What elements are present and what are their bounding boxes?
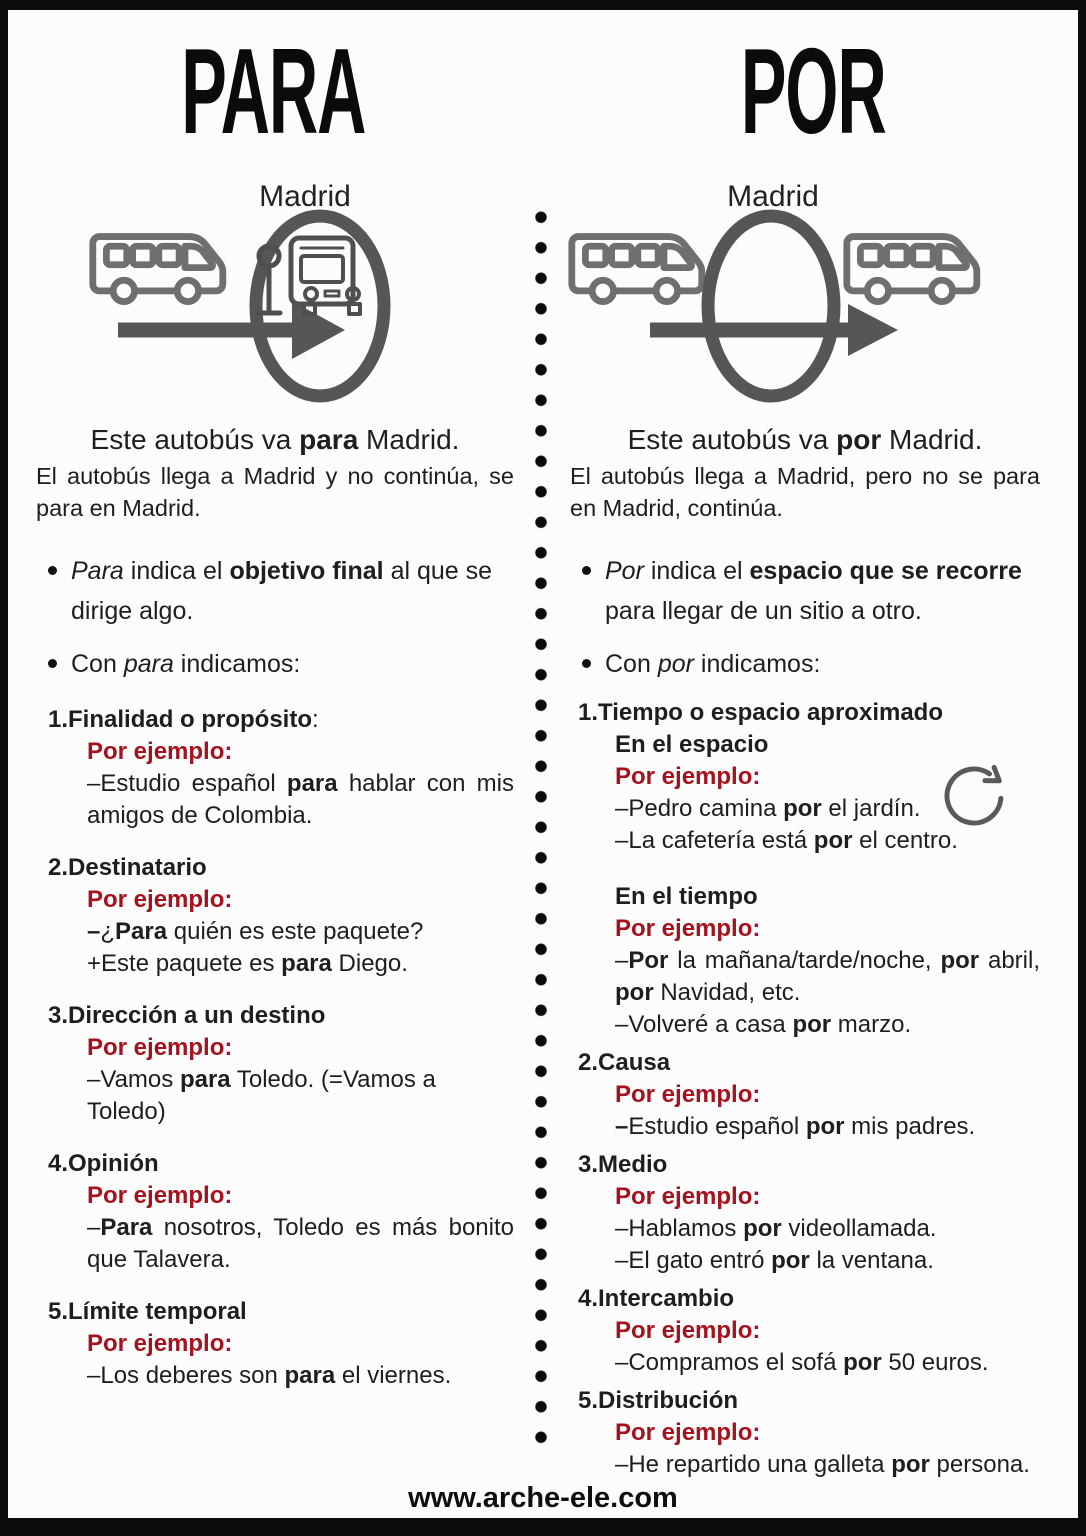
por-illustration [546, 168, 1078, 413]
example-line: –Estudio español para hablar con mis amigos de Colombia. [87, 770, 514, 829]
pass-through-circle [708, 216, 834, 396]
section-title: 4.Intercambio [578, 1285, 735, 1312]
section-body [36, 1180, 514, 1276]
website-url: www.arche-ele.com [408, 1482, 678, 1514]
example-label: Por ejemplo: [615, 1081, 761, 1108]
section-causa [570, 1047, 1040, 1143]
bus-stop-icon [258, 238, 360, 314]
section-title: 2.Causa [578, 1049, 671, 1076]
bus-side-icon [93, 237, 223, 302]
example-label: Por ejemplo: [87, 1034, 233, 1061]
example-line: –Por la mañana/tarde/noche, por abril, por Navidad, etc. [615, 947, 1040, 1006]
example-line: –Volveré a casa por marzo. [615, 1011, 912, 1038]
section-destinatario [36, 852, 514, 980]
section-title: 4.Opinión [48, 1150, 159, 1177]
madrid-label-right: Madrid [727, 180, 819, 213]
example-line: –¿Para quién es este paquete? [87, 918, 424, 945]
bullet-text: Con para indicamos: [71, 650, 301, 678]
section-medio [570, 1149, 1040, 1277]
example-label: Por ejemplo: [615, 763, 761, 790]
example-line: –Estudio español por mis padres. [615, 1113, 976, 1140]
example-label: Por ejemplo: [615, 1419, 761, 1446]
bullet-dot-icon [582, 659, 591, 668]
section-body [36, 1328, 514, 1392]
section-intercambio [570, 1283, 1040, 1379]
example-line: –La cafetería está por el centro. [615, 827, 958, 854]
section-distribucion [570, 1385, 1040, 1481]
example-label: Por ejemplo: [615, 1183, 761, 1210]
dotted-divider [534, 202, 548, 1450]
example-label: Por ejemplo: [87, 1330, 233, 1357]
section-title: 3.Dirección a un destino [48, 1002, 326, 1029]
example-line: –Los deberes son para el viernes. [87, 1362, 452, 1389]
bullet-item [36, 644, 514, 684]
example-line: –Compramos el sofá por 50 euros. [615, 1349, 989, 1376]
bullet-item [36, 551, 514, 631]
section-title: 3.Medio [578, 1151, 668, 1178]
bullet-dot-icon [582, 566, 591, 575]
bullet-item [570, 644, 1040, 684]
bullet-text: Por indica el espacio que se recorre para llegar de un sitio a otro. [605, 557, 1022, 625]
section-title: 5.Distribución [578, 1387, 739, 1414]
bullet-item [570, 551, 1040, 631]
title-para [8, 23, 538, 159]
section-tiempo-espacio [570, 697, 1040, 1041]
section-body [36, 884, 514, 980]
por-bullet-list [570, 551, 1040, 684]
por-description: El autobús llega a Madrid, pero no se para en Madrid, continúa. [570, 463, 1040, 521]
example-label: Por ejemplo: [615, 1317, 761, 1344]
subsection-heading: En el espacio [615, 731, 769, 758]
title-por-text: POR [740, 23, 886, 159]
section-title: 2.Destinatario [48, 854, 207, 881]
bullet-dot-icon [48, 566, 57, 575]
route-arrow-head [292, 301, 345, 359]
section-title: 1.Tiempo o espacio aproximado [578, 699, 943, 726]
example-line: –El gato entró por la ventana. [615, 1247, 934, 1274]
section-body [570, 1079, 1040, 1143]
section-body [570, 1417, 1040, 1481]
section-direccion [36, 1000, 514, 1128]
section-body [570, 1315, 1040, 1379]
example-line: –Hablamos por videollamada. [615, 1215, 937, 1242]
section-opinion [36, 1148, 514, 1276]
section-body [36, 1032, 514, 1128]
por-column [570, 424, 1040, 1481]
example-label: Por ejemplo: [615, 915, 761, 942]
example-line: –Vamos para Toledo. (=Vamos a Toledo) [87, 1066, 436, 1125]
example-line: –He repartido una galleta por persona. [615, 1451, 1030, 1478]
bus-side-icon [847, 237, 977, 302]
example-label: Por ejemplo: [87, 886, 233, 913]
example-line: +Este paquete es para Diego. [87, 950, 408, 977]
para-bullet-list [36, 551, 514, 684]
section-title: 5.Límite temporal [48, 1298, 247, 1325]
para-headline: Este autobús va para Madrid. [90, 424, 460, 455]
madrid-label-left: Madrid [259, 180, 351, 213]
example-label: Por ejemplo: [87, 1182, 233, 1209]
bullet-text: Para indica el objetivo final al que se dirige algo. [71, 557, 493, 625]
bus-side-icon [572, 237, 702, 302]
example-label: Por ejemplo: [87, 738, 233, 765]
route-arrow-head [848, 304, 898, 356]
section-body [570, 729, 1040, 1041]
para-column [36, 424, 514, 1392]
section-finalidad [36, 704, 514, 832]
section-limite-temporal [36, 1296, 514, 1392]
para-illustration [20, 168, 536, 413]
example-line: –Para nosotros, Toledo es más bonito que Talavera. [87, 1214, 514, 1273]
subsection-heading: En el tiempo [615, 883, 758, 910]
example-line: –Pedro camina por el jardín. [615, 795, 921, 822]
bullet-dot-icon [48, 659, 57, 668]
section-body [570, 1181, 1040, 1277]
title-por [548, 23, 1078, 159]
bullet-text: Con por indicamos: [605, 650, 821, 678]
section-body [36, 736, 514, 832]
section-title: 1.Finalidad o propósito: [48, 706, 319, 733]
title-para-text: PARA [180, 23, 366, 159]
para-description: El autobús llega a Madrid y no continúa, se para en Madrid. [36, 463, 514, 521]
por-headline: Este autobús va por Madrid. [627, 424, 983, 455]
